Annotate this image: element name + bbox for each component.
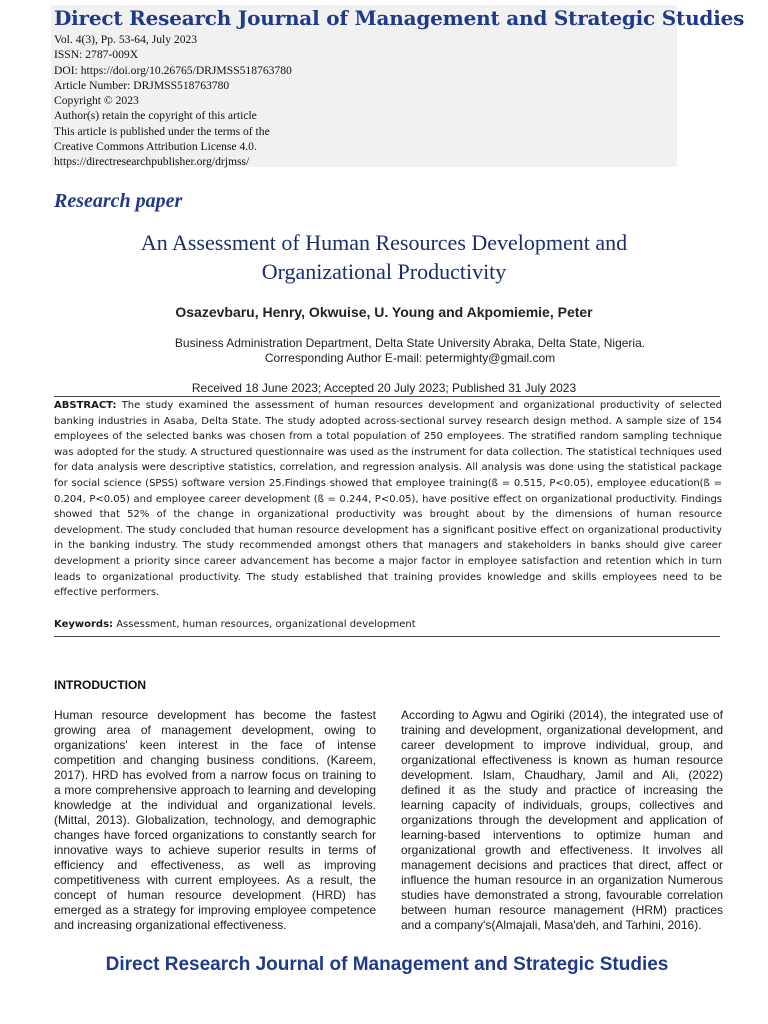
doi-link[interactable]: DOI: https://doi.org/10.26765/DRJMSS518763780 <box>54 63 292 77</box>
publication-dates: Received 18 June 2023; Accepted 20 July 2023; Published 31 July 2023 <box>191 381 577 395</box>
paper-title-line-1: An Assessment of Human Resources Development and <box>140 230 628 255</box>
copyright: Copyright © 2023 <box>54 94 139 108</box>
authors: Osazevbaru, Henry, Okwuise, U. Young and Akpomiemie, Peter <box>175 304 593 320</box>
abstract <box>54 398 722 601</box>
section-label: Research paper <box>54 190 183 212</box>
introduction-right-column: According to Agwu and Ogiriki (2014), the integrated use of training and development, organizational development, and career development to improve individual, group, and organizational effectiveness is known as human resource development. Islam, Chaudhary, Jamil and Ali, (2022) defined it as the study and practice of increasing the learning capacity of individuals, groups, collectives and organizations through the development and application of learning-based interventions to optimize human and organizational growth and effectiveness. It involves all management decisions and practices that direct, affect or influence the human resource in an organization Numerous studies have demonstrated a strong, favourable correlation between human resource management (HRM) practices and a company's(Almajali, Masa'deh, and Tarhini, 2016). <box>401 708 723 932</box>
footer-journal-title: Direct Research Journal of Management and Strategic Studies <box>105 954 669 975</box>
introduction-heading: INTRODUCTION <box>54 678 146 692</box>
journal-title: Direct Research Journal of Management and Strategic Studies <box>54 6 745 30</box>
paper-title <box>60 228 708 286</box>
issn: ISSN: 2787-009X <box>54 48 139 62</box>
article-number: Article Number: DRJMSS518763780 <box>54 78 230 92</box>
journal-url[interactable]: https://directresearchpublisher.org/drjmss/ <box>54 155 250 169</box>
copyright-note: Author(s) retain the copyright of this article <box>54 109 257 123</box>
keywords-bottom-rule <box>54 636 720 637</box>
abstract-top-rule <box>54 396 720 397</box>
corresponding-author: Corresponding Author E-mail: petermighty@gmail.com <box>264 351 556 365</box>
keywords <box>54 619 416 630</box>
affiliation: Business Administration Department, Delta State University Abraka, Delta State, Nigeria. <box>174 336 646 350</box>
license-note: This article is published under the terms of the <box>54 124 270 138</box>
affiliation-block <box>60 336 760 366</box>
keywords-label: Keywords: <box>54 619 114 630</box>
abstract-label: ABSTRACT: <box>54 400 117 411</box>
paper-title-line-2: Organizational Productivity <box>261 259 507 284</box>
volume-info: Vol. 4(3), Pp. 53-64, July 2023 <box>54 33 198 46</box>
license-name: Creative Commons Attribution License 4.0. <box>54 140 257 154</box>
abstract-text: The study examined the assessment of human resources development and organizational productivity of selected banking industries in Asaba, Delta State. The study adopted across-sectional survey research design method. A sample size of 154 employees of the selected banks was chosen from a total population of 250 employees. The stratified random sampling technique was adopted for the study. A structured questionnaire was used as the instrument for data collection. The statistical techniques used for data analysis were descriptive statistics, correlation, and regression analysis. All analysis was done using the statistical package for social science (SPSS) software version 25.Findings showed that employee training(ß = 0.515, P<0.05), employee education(ß = 0.204, P<0.05) and employee career development (ß = 0.244, P<0.05), have positive effect on organizational productivity. Findings showed that 52% of the change in organizational productivity was brought about by the dimensions of human resource development. The study concluded that human resource development has a significant positive effect on organizational productivity in the banking industry. The study recommended amongst others that managers and stakeholders in banks should give career development a priority since career advancement has become a major factor in employee satisfaction and retention which in turn leads to organizational productivity. The study established that training provides knowledge and skills employees need to be effective performers. <box>54 400 722 599</box>
article-metadata <box>54 32 292 170</box>
introduction-left-column: Human resource development has become the fastest growing area of management development, owing to organizations' keen interest in the face of intense competition and changing business conditions. (Kareem, 2017). HRD has evolved from a narrow focus on training to a more comprehensive approach to learning and developing knowledge at the individual and organizational levels. (Mittal, 2013). Globalization, technology, and demographic changes have forced organizations to constantly search for innovative ways to achieve superior results in terms of efficiency and effectiveness, as well as improving competitiveness with current employees. As a result, the concept of human resource development (HRD) has emerged as a strategy for improving employee competence and increasing organizational effectiveness. <box>54 708 376 932</box>
keywords-text: Assessment, human resources, organizational development <box>113 619 416 630</box>
